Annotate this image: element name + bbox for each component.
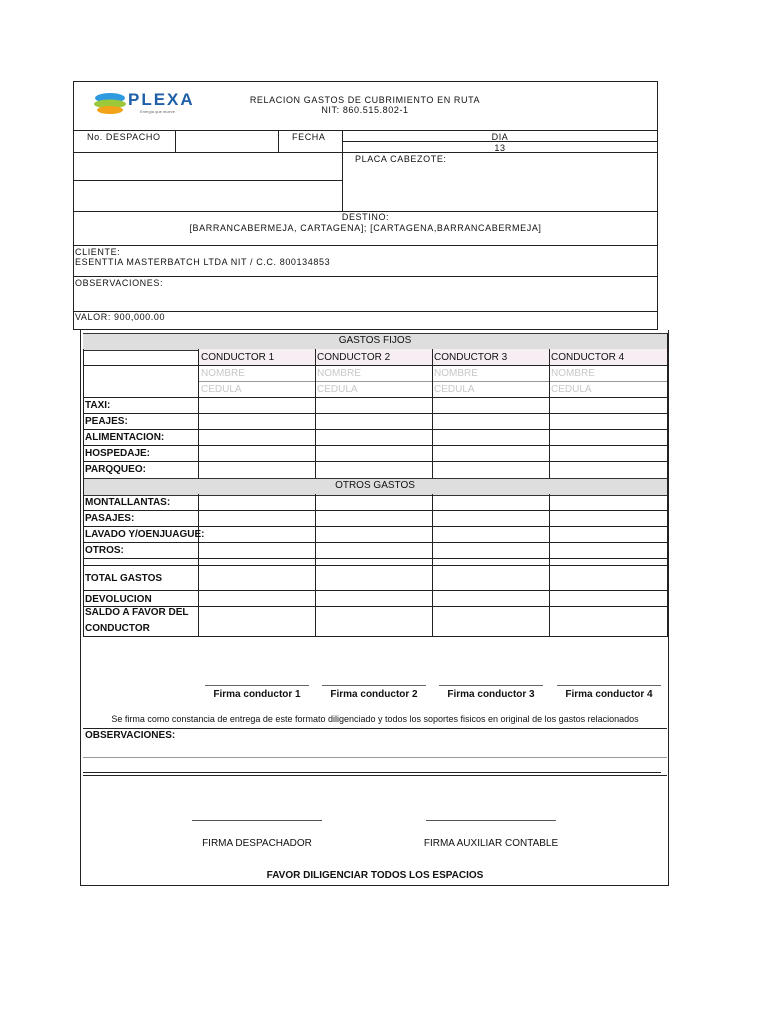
destino-value: [BARRANCABERMEJA, CARTAGENA]; [CARTAGENA,BARRANCABERMEJA] — [189, 223, 542, 233]
observaciones-field[interactable] — [74, 290, 657, 311]
dia-value: 13 — [494, 143, 506, 153]
valor-text: VALOR: 900,000.00 — [75, 312, 166, 322]
fecha-label: FECHA — [292, 132, 326, 142]
conductor-1-header: CONDUCTOR 1 — [201, 352, 275, 363]
firma-conductor-4: Firma conductor 4 — [565, 689, 653, 700]
nombre-field-4[interactable]: NOMBRE — [551, 368, 595, 379]
dia-label: DIA — [491, 132, 509, 142]
row-label-taxi: TAXI: — [85, 400, 111, 411]
row-label-devolucion: DEVOLUCION — [85, 594, 152, 605]
conductor-3-header: CONDUCTOR 3 — [434, 352, 508, 363]
conductor-2-header: CONDUCTOR 2 — [317, 352, 391, 363]
nombre-field-2[interactable]: NOMBRE — [317, 368, 361, 379]
footer-note: FAVOR DILIGENCIAR TODOS LOS ESPACIOS — [266, 870, 484, 881]
firma-auxiliar: FIRMA AUXILIAR CONTABLE — [423, 838, 559, 849]
blank-field-1[interactable] — [74, 153, 342, 180]
placa-label: PLACA CABEZOTE: — [355, 154, 447, 164]
logo-tagline: Energía que mueve — [140, 109, 175, 114]
gastos-fijos-title: GASTOS FIJOS — [338, 335, 412, 346]
despacho-label: No. DESPACHO — [87, 132, 161, 142]
constancia-text: Se firma como constancia de entrega de este formato diligenciado y todos los soportes fisicos en original de los gastos relacionados — [111, 714, 639, 724]
row-label-total: TOTAL GASTOS — [85, 573, 163, 584]
placa-field[interactable] — [343, 165, 657, 211]
form-title: RELACION GASTOS DE CUBRIMIENTO EN RUTA — [249, 95, 481, 105]
firma-conductor-1: Firma conductor 1 — [213, 689, 301, 700]
cedula-field-1[interactable]: CEDULA — [201, 384, 242, 395]
row-label-parqueo: PARQQUEO: — [85, 464, 146, 475]
cedula-field-4[interactable]: CEDULA — [551, 384, 592, 395]
firma-despachador: FIRMA DESPACHADOR — [202, 838, 312, 849]
row-label-lavado: LAVADO Y/OENJUAGUE: — [85, 529, 205, 540]
row-label-otros: OTROS: — [85, 545, 124, 556]
firma-conductor-2: Firma conductor 2 — [330, 689, 418, 700]
nombre-field-1[interactable]: NOMBRE — [201, 368, 245, 379]
cedula-field-2[interactable]: CEDULA — [317, 384, 358, 395]
obs-gastos-label: OBSERVACIONES: — [85, 730, 176, 741]
blank-field-2[interactable] — [74, 181, 342, 211]
row-label-saldo-1: SALDO A FAVOR DEL — [85, 607, 189, 618]
destino-label: DESTINO: — [341, 212, 390, 222]
row-label-pasajes: PASAJES: — [85, 513, 135, 524]
cedula-field-3[interactable]: CEDULA — [434, 384, 475, 395]
row-label-hospedaje: HOSPEDAJE: — [85, 448, 151, 459]
cliente-label: CLIENTE: — [75, 247, 121, 257]
row-label-montallantas: MONTALLANTAS: — [85, 497, 171, 508]
cliente-value: ESENTTIA MASTERBATCH LTDA NIT / C.C. 800134853 — [75, 257, 331, 267]
row-label-saldo-2: CONDUCTOR — [85, 623, 150, 634]
form-nit: NIT: 860.515.802-1 — [321, 105, 409, 115]
row-label-alimentacion: ALIMENTACION: — [85, 432, 165, 443]
logo-text: PLEXA — [128, 90, 195, 109]
conductor-4-header: CONDUCTOR 4 — [551, 352, 625, 363]
obs-gastos-field[interactable] — [84, 744, 666, 770]
observaciones-label: OBSERVACIONES: — [75, 278, 164, 288]
row-label-peajes: PEAJES: — [85, 416, 128, 427]
firma-conductor-3: Firma conductor 3 — [447, 689, 535, 700]
nombre-field-3[interactable]: NOMBRE — [434, 368, 478, 379]
plexa-logo — [92, 88, 200, 118]
otros-gastos-title: OTROS GASTOS — [335, 480, 415, 491]
despacho-field[interactable] — [176, 131, 278, 152]
